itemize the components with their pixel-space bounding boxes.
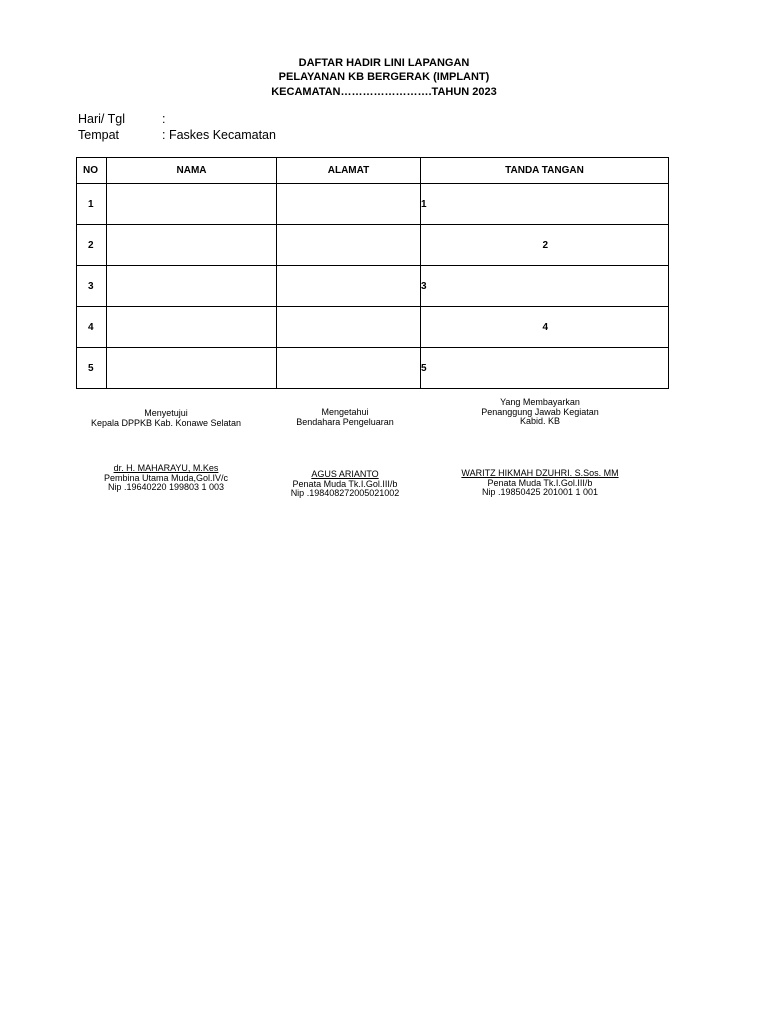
table-row — [77, 266, 669, 307]
signatory-name: AGUS ARIANTO — [311, 469, 379, 479]
meta-place-value: : Faskes Kecamatan — [162, 128, 276, 142]
signature-position: Penanggung Jawab Kegiatan — [481, 406, 599, 417]
signatory-nip: Nip .19640220 199803 1 003 — [107, 482, 225, 492]
document-title-line-3: KECAMATAN…………………….TAHUN 2023 — [271, 86, 497, 98]
table-row — [77, 348, 669, 389]
signatory-name: WARITZ HIKMAH DZUHRI. S.Sos. MM — [461, 468, 619, 478]
signature-block-approver — [76, 464, 256, 493]
address-cell[interactable] — [277, 307, 421, 348]
meta-day-label: Hari/ Tgl — [78, 112, 126, 126]
signatory-rank: Penata Muda Tk.I.Gol.III/b — [487, 477, 593, 488]
name-cell[interactable] — [107, 225, 277, 266]
column-header-tanda-tangan: TANDA TANGAN — [421, 158, 669, 184]
row-number: 3 — [77, 266, 107, 307]
signatory-nip: Nip .19850425 201001 1 001 — [481, 487, 599, 497]
signature-block-treasurer — [260, 470, 430, 499]
name-cell[interactable] — [107, 184, 277, 225]
table-row — [77, 307, 669, 348]
table-header-row — [77, 158, 669, 184]
column-header-nama: NAMA — [107, 158, 277, 184]
signature-cell[interactable]: 2 — [421, 225, 669, 266]
row-number: 1 — [77, 184, 107, 225]
meta-place-label: Tempat — [78, 128, 119, 142]
table-row — [77, 225, 669, 266]
name-cell[interactable] — [107, 307, 277, 348]
address-cell[interactable] — [277, 266, 421, 307]
signature-position: Bendahara Pengeluaran — [296, 416, 394, 427]
address-cell[interactable] — [277, 184, 421, 225]
table-row — [77, 184, 669, 225]
signatory-name: dr. H. MAHARAYU, M.Kes — [113, 463, 219, 473]
address-cell[interactable] — [277, 225, 421, 266]
row-number: 2 — [77, 225, 107, 266]
signatory-nip: Nip .198408272005021002 — [290, 488, 400, 498]
document-title-line-2: PELAYANAN KB BERGERAK (IMPLANT) — [278, 71, 490, 83]
signature-role: Menyetujui — [144, 408, 188, 418]
signature-role: Yang Membayarkan — [500, 397, 580, 407]
attendance-table — [76, 157, 669, 389]
signature-block-approver-heading — [76, 409, 256, 428]
signature-position: Kepala DPPKB Kab. Konawe Selatan — [90, 417, 242, 428]
signature-cell[interactable]: 3 — [421, 266, 669, 307]
document-title-line-1: DAFTAR HADIR LINI LAPANGAN — [298, 57, 470, 69]
name-cell[interactable] — [107, 348, 277, 389]
signature-block-payer-heading — [430, 398, 650, 427]
signature-cell[interactable]: 1 — [421, 184, 669, 225]
name-cell[interactable] — [107, 266, 277, 307]
address-cell[interactable] — [277, 348, 421, 389]
signatory-rank: Pembina Utama Muda,Gol.IV/c — [103, 472, 229, 483]
signature-cell[interactable]: 5 — [421, 348, 669, 389]
row-number: 4 — [77, 307, 107, 348]
signature-block-payer — [430, 469, 650, 498]
row-number: 5 — [77, 348, 107, 389]
meta-day-value: : — [162, 112, 166, 126]
signature-unit: Kabid. KB — [519, 416, 561, 426]
signatory-rank: Penata Muda Tk.I.Gol.III/b — [292, 478, 398, 489]
signature-block-treasurer-heading — [260, 408, 430, 427]
signature-role: Mengetahui — [321, 407, 369, 417]
signature-cell[interactable]: 4 — [421, 307, 669, 348]
column-header-alamat: ALAMAT — [277, 158, 421, 184]
column-header-no: NO — [77, 158, 107, 184]
